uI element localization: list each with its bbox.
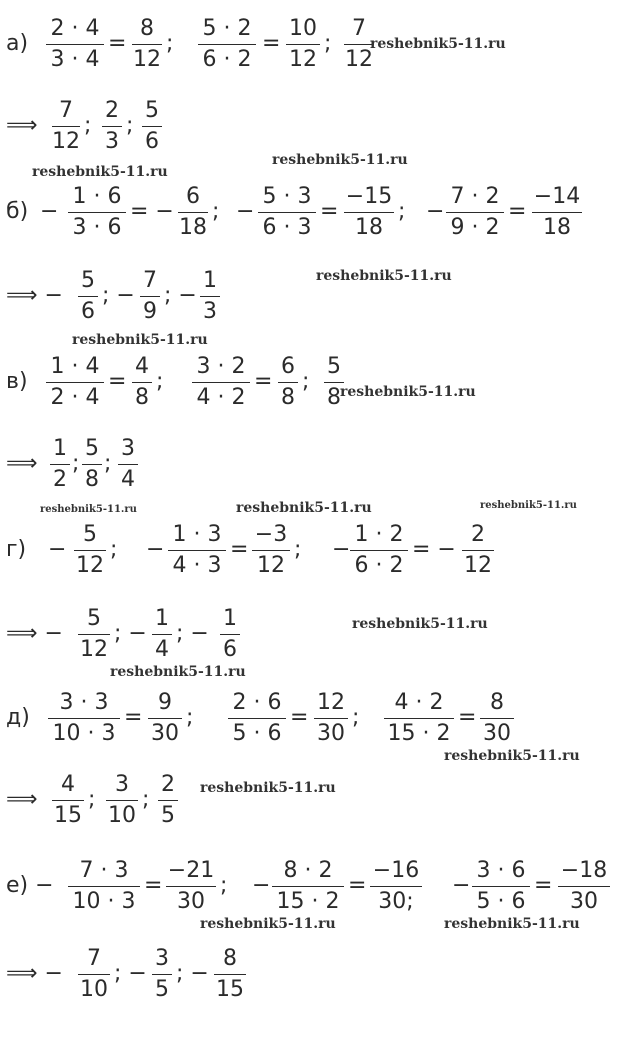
- equals-sign: =: [254, 369, 273, 394]
- minus-sign: −: [332, 537, 351, 562]
- fraction: −16 30;: [370, 856, 422, 916]
- fraction: 1 3: [200, 266, 220, 326]
- fraction: 5 12: [76, 522, 104, 578]
- equals-sign: =: [508, 199, 527, 224]
- fraction: −15 18: [345, 184, 393, 240]
- fraction: −14 18: [533, 184, 581, 240]
- fraction: 1 · 3 4 · 3: [168, 520, 226, 580]
- section-g-label: г): [6, 537, 27, 562]
- minus-sign: −: [252, 873, 271, 898]
- watermark: reshebnik5-11.ru: [352, 616, 488, 632]
- watermark: reshebnik5-11.ru: [32, 164, 168, 180]
- implies-arrow: ⟹ −: [6, 283, 63, 308]
- fraction: 2 12: [464, 522, 492, 578]
- fraction: 3 4: [118, 434, 138, 494]
- fraction: 8 30: [480, 688, 514, 748]
- separator: ;: [110, 537, 118, 562]
- minus-sign: −: [452, 873, 471, 898]
- equals-sign: =: [320, 199, 339, 224]
- equals-sign: =: [534, 873, 553, 898]
- fraction: 9 30: [148, 688, 182, 748]
- implies-arrow: ⟹: [6, 113, 38, 138]
- fraction: 2 · 4 3 · 4: [46, 14, 104, 74]
- fraction: 3 · 6 5 · 6: [472, 856, 530, 916]
- fraction: 7 9: [140, 266, 160, 326]
- watermark: reshebnik5-11.ru: [480, 500, 577, 511]
- fraction: 6 8: [278, 352, 298, 412]
- fraction: 2 · 6 5 · 6: [228, 688, 286, 748]
- watermark: reshebnik5-11.ru: [316, 268, 452, 284]
- fraction: 5 8: [324, 352, 344, 412]
- watermark: reshebnik5-11.ru: [444, 916, 580, 932]
- fraction: −21 30: [167, 858, 215, 914]
- separator: ;: [220, 873, 228, 898]
- equals-sign: = −: [412, 537, 456, 562]
- fraction: 3 · 3 10 · 3: [48, 688, 120, 748]
- section-d-label: д): [6, 705, 30, 730]
- implies-arrow: ⟹ −: [6, 621, 63, 646]
- separator: ;: [156, 369, 164, 394]
- watermark: reshebnik5-11.ru: [370, 36, 506, 52]
- equals-sign: =: [144, 873, 163, 898]
- watermark: reshebnik5-11.ru: [72, 332, 208, 348]
- separator: ;: [166, 31, 174, 56]
- separator: ;: [126, 113, 134, 138]
- fraction: 3 10: [108, 772, 136, 828]
- separator: ; −: [114, 621, 147, 646]
- separator: ;: [398, 199, 406, 224]
- fraction: 4 15: [54, 772, 82, 828]
- fraction: 1 4: [152, 604, 172, 664]
- fraction: 5 · 3 6 · 3: [258, 182, 316, 242]
- separator: ;: [302, 369, 310, 394]
- fraction: −3 12: [252, 520, 290, 580]
- fraction: 5 6: [78, 266, 98, 326]
- separator: ;: [324, 31, 332, 56]
- section-e-label: е) −: [6, 873, 54, 898]
- fraction: 3 5: [152, 944, 172, 1004]
- separator: ; −: [164, 283, 197, 308]
- watermark: reshebnik5-11.ru: [40, 504, 137, 515]
- section-v-label: в): [6, 369, 28, 394]
- separator: ;: [104, 451, 112, 476]
- watermark: reshebnik5-11.ru: [236, 500, 372, 516]
- equals-sign: = −: [130, 199, 174, 224]
- separator: ; −: [176, 961, 209, 986]
- fraction: 10 12: [286, 14, 320, 74]
- separator: ;: [142, 787, 150, 812]
- fraction: 5 · 2 6 · 2: [198, 14, 256, 74]
- fraction: 1 · 2 6 · 2: [350, 520, 408, 580]
- equals-sign: =: [262, 31, 281, 56]
- separator: ; −: [114, 961, 147, 986]
- separator: ;: [212, 199, 220, 224]
- equals-sign: =: [290, 705, 309, 730]
- fraction: 8 12: [133, 16, 161, 72]
- fraction: 4 · 2 15 · 2: [384, 688, 454, 748]
- watermark: reshebnik5-11.ru: [200, 780, 336, 796]
- fraction: 7 12: [345, 16, 373, 72]
- fraction: 2 3: [102, 96, 122, 156]
- fraction: 7 · 3 10 · 3: [68, 856, 140, 916]
- fraction: 8 · 2 15 · 2: [272, 856, 344, 916]
- separator: ;: [186, 705, 194, 730]
- fraction: 3 · 2 4 · 2: [192, 352, 250, 412]
- fraction: 5 6: [142, 96, 162, 156]
- section-b-label: б): [6, 199, 29, 224]
- watermark: reshebnik5-11.ru: [272, 152, 408, 168]
- equals-sign: =: [108, 31, 127, 56]
- fraction: 1 · 6 3 · 6: [68, 182, 126, 242]
- fraction: 8 15: [216, 946, 244, 1002]
- separator: ;: [84, 113, 92, 138]
- minus-sign: −: [48, 537, 67, 562]
- fraction: 5 8: [82, 434, 102, 494]
- fraction: 1 6: [220, 604, 240, 664]
- separator: ;: [294, 537, 302, 562]
- separator: ; −: [176, 621, 209, 646]
- fraction: −18 30: [558, 856, 610, 916]
- separator: ;: [352, 705, 360, 730]
- fraction: 7 10: [80, 946, 108, 1002]
- equals-sign: =: [230, 537, 249, 562]
- separator: ; −: [102, 283, 135, 308]
- watermark: reshebnik5-11.ru: [340, 384, 476, 400]
- minus-sign: −: [40, 199, 59, 224]
- implies-arrow: ⟹ −: [6, 961, 63, 986]
- section-a-label: а): [6, 31, 29, 56]
- separator: ;: [88, 787, 96, 812]
- equals-sign: =: [458, 705, 477, 730]
- watermark: reshebnik5-11.ru: [110, 664, 246, 680]
- fraction: 1 · 4 2 · 4: [46, 352, 104, 412]
- implies-arrow: ⟹: [6, 451, 38, 476]
- fraction: 4 8: [132, 352, 152, 412]
- fraction: 5 12: [80, 606, 108, 662]
- fraction: 1 2: [50, 434, 70, 494]
- fraction: 12 30: [314, 688, 348, 748]
- minus-sign: −: [426, 199, 445, 224]
- watermark: reshebnik5-11.ru: [200, 916, 336, 932]
- minus-sign: −: [236, 199, 255, 224]
- implies-arrow: ⟹: [6, 787, 38, 812]
- separator: ;: [72, 451, 80, 476]
- watermark: reshebnik5-11.ru: [444, 748, 580, 764]
- fraction: 2 5: [158, 770, 178, 830]
- equals-sign: =: [108, 369, 127, 394]
- fraction: 7 · 2 9 · 2: [446, 182, 504, 242]
- fraction: 7 12: [52, 98, 80, 154]
- minus-sign: −: [146, 537, 165, 562]
- fraction: 6 18: [179, 184, 207, 240]
- equals-sign: =: [348, 873, 367, 898]
- equals-sign: =: [124, 705, 143, 730]
